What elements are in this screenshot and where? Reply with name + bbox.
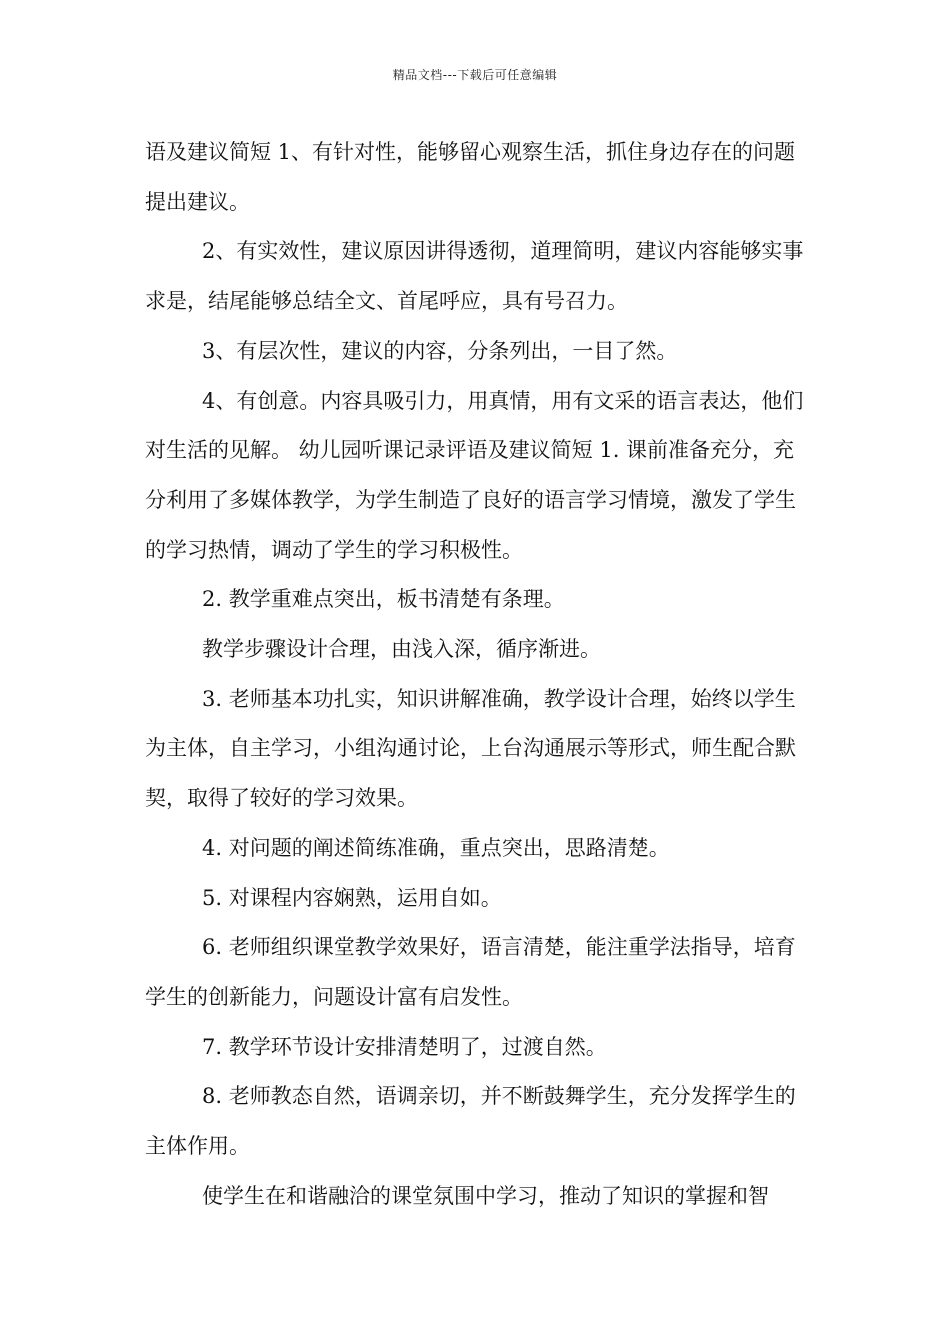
paragraph-2: 2、有实效性，建议原因讲得透彻，道理简明，建议内容能够实事求是，结尾能够总结全文、首尾呼应，具有号召力。	[145, 239, 804, 314]
paragraph-10: 6. 老师组织课堂教学效果好，语言清楚，能注重学法指导，培育学生的创新能力，问题设计富有启发性。	[145, 935, 796, 1009]
page-header: 精品文档---下载后可任意编辑	[392, 68, 558, 82]
paragraph-12: 8. 老师教态自然，语调亲切，并不断鼓舞学生，充分发挥学生的主体作用。	[145, 1084, 796, 1159]
paragraph-6: 教学步骤设计合理，由浅入深，循序渐进。	[202, 637, 601, 662]
paragraph-11: 7. 教学环节设计安排清楚明了，过渡自然。	[202, 1034, 607, 1059]
paragraph-5: 2. 教学重难点突出，板书清楚有条理。	[202, 587, 565, 612]
paragraph-7: 3. 老师基本功扎实，知识讲解准确，教学设计合理，始终以学生为主体，自主学习，小组沟通讨论，上台沟通展示等形式，师生配合默契，取得了较好的学习效果。	[145, 686, 796, 811]
paragraph-8: 4. 对问题的阐述简练准确，重点突出，思路清楚。	[202, 835, 670, 860]
document-body	[145, 128, 815, 1221]
paragraph-3: 3、有层次性，建议的内容，分条列出，一目了然。	[202, 338, 678, 363]
paragraph-9: 5. 对课程内容娴熟，运用自如。	[202, 885, 502, 910]
paragraph-13: 使学生在和谐融洽的课堂氛围中学习，推动了知识的掌握和智	[202, 1183, 769, 1208]
paragraph-4: 4、有创意。内容具吸引力，用真情，用有文采的语言表达，他们对生活的见解。 幼儿园听课记录评语及建议简短 1. 课前准备充分，充分利用了多媒体教学，为学生制造了良好的语言学习情境，激发了学生的学习热情，调动了学生的学习积极性。	[145, 388, 804, 562]
paragraph-1: 语及建议简短 1、有针对性，能够留心观察生活，抓住身边存在的问题提出建议。	[145, 140, 796, 214]
